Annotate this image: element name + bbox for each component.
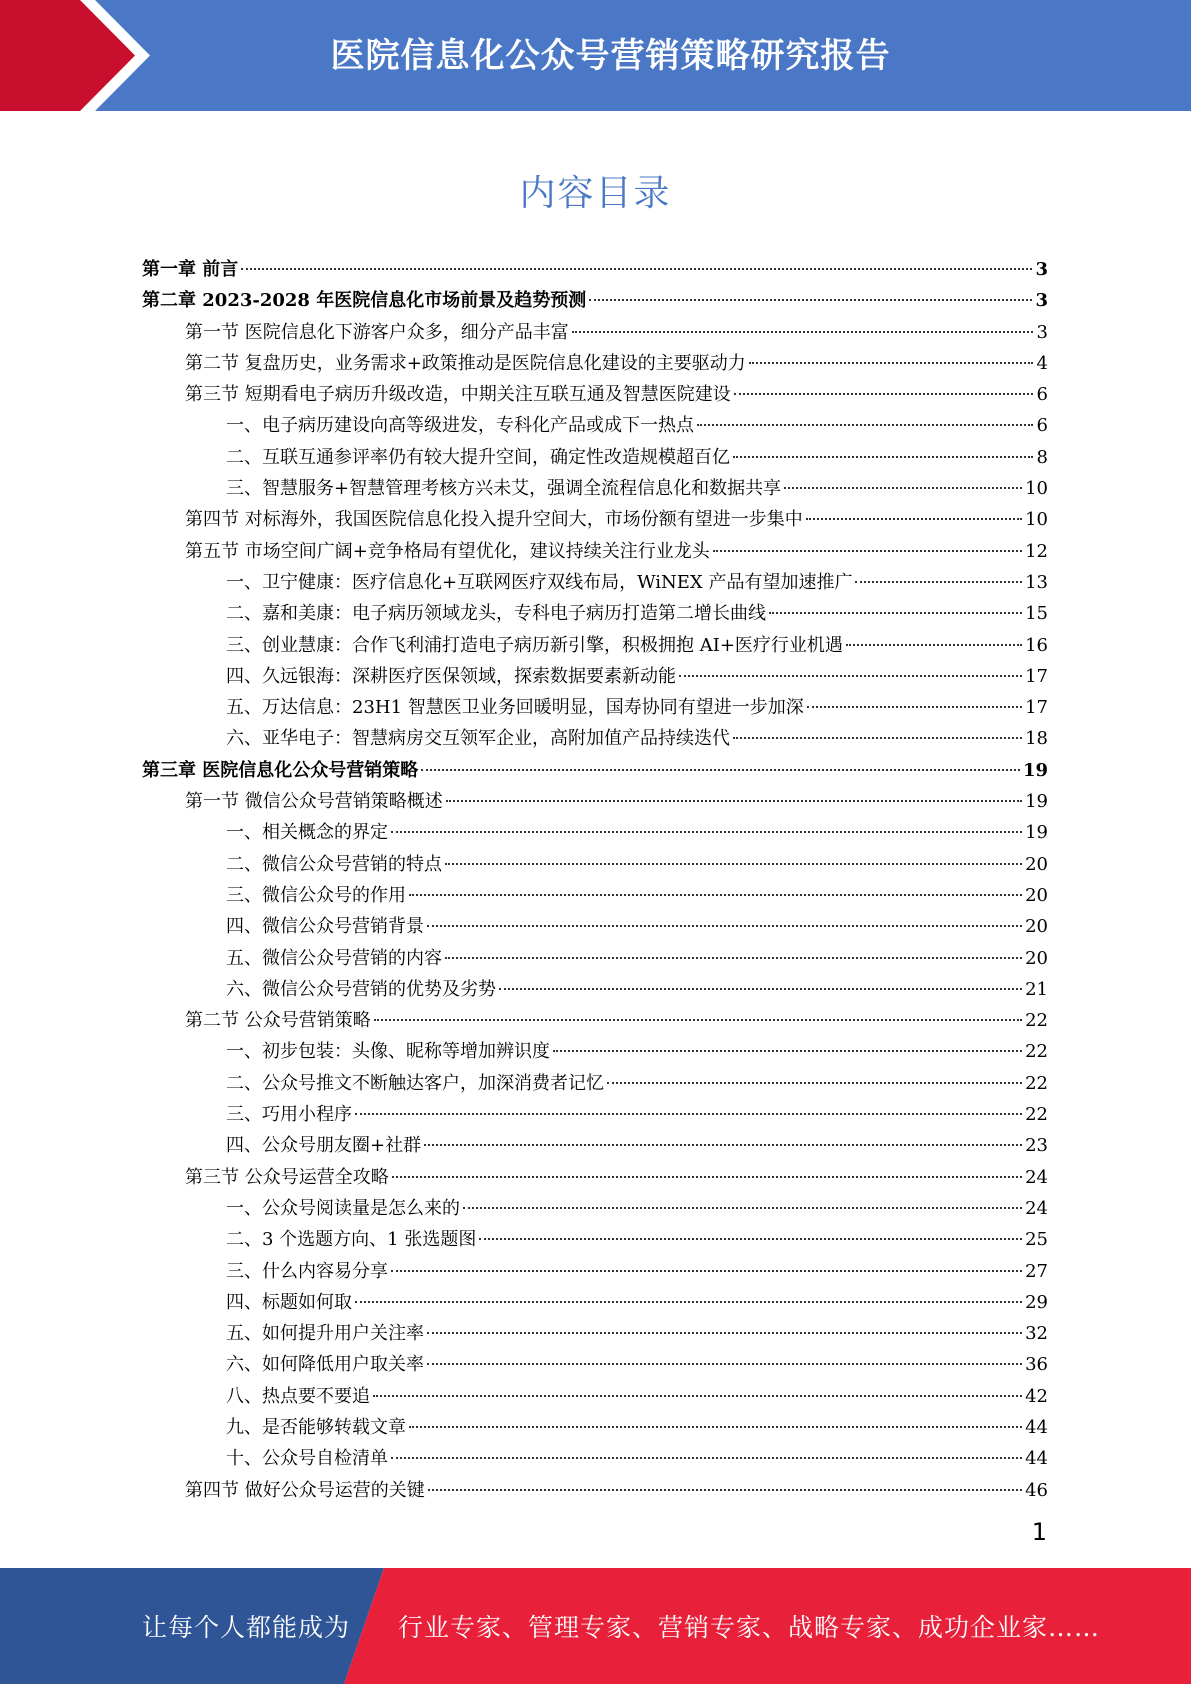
toc-page-number: 17 [1025, 665, 1048, 687]
toc-page-number: 3 [1036, 321, 1048, 343]
toc-page-number: 6 [1036, 384, 1048, 406]
toc-entry-label: 六、微信公众号营销的优势及劣势 [226, 978, 496, 1000]
toc-subsection-entry[interactable] [142, 943, 1048, 974]
toc-subsection-entry[interactable] [142, 974, 1048, 1005]
toc-leader-dots [409, 894, 1022, 896]
toc-section-entry[interactable] [142, 504, 1048, 535]
toc-page-number: 22 [1025, 1072, 1048, 1094]
toc-entry-label: 二、互联互通参评率仍有较大提升空间，确定性改造规模超百亿 [226, 446, 730, 468]
toc-page-number: 22 [1025, 1041, 1048, 1063]
toc-leader-dots [846, 644, 1022, 646]
report-header [0, 0, 1191, 111]
toc-entry-label: 二、公众号推文不断触达客户，加深消费者记忆 [226, 1072, 604, 1094]
footer-slogan-left: 让每个人都能成为 [142, 1613, 351, 1642]
toc-leader-dots [697, 424, 1033, 426]
toc-page-number: 42 [1025, 1385, 1048, 1407]
toc-page-number: 3 [1035, 259, 1048, 280]
toc-subsection-entry[interactable] [142, 1099, 1048, 1130]
toc-section-entry[interactable] [142, 317, 1048, 348]
toc-leader-dots [446, 800, 1022, 802]
toc-page-number: 13 [1025, 571, 1048, 593]
toc-section-entry[interactable] [142, 1162, 1048, 1193]
toc-subsection-entry[interactable] [142, 442, 1048, 473]
toc-page-number: 44 [1025, 1416, 1048, 1438]
toc-subsection-entry[interactable] [142, 849, 1048, 880]
toc-entry-label: 第一节 医院信息化下游客户众多，细分产品丰富 [185, 321, 569, 343]
toc-entry-label: 四、标题如何取 [226, 1291, 352, 1313]
toc-leader-dots [409, 1426, 1022, 1428]
toc-entry-label: 第二节 公众号营销策略 [185, 1010, 371, 1032]
header-chevron-icon [0, 0, 160, 111]
toc-subsection-entry[interactable] [142, 598, 1048, 629]
toc-entry-label: 八、热点要不要追 [226, 1385, 370, 1407]
toc-entry-label: 一、卫宁健康：医疗信息化+互联网医疗双线布局，WiNEX 产品有望加速推广 [226, 571, 853, 593]
toc-entry-label: 三、创业慧康：合作飞利浦打造电子病历新引擎，积极拥抱 AI+医疗行业机遇 [226, 634, 843, 656]
toc-page-number: 21 [1025, 978, 1048, 1000]
toc-entry-label: 二、3 个选题方向、1 张选题图 [226, 1229, 477, 1251]
toc-subsection-entry[interactable] [142, 1256, 1048, 1287]
toc-leader-dots [427, 925, 1022, 927]
toc-section-entry[interactable] [142, 1005, 1048, 1036]
toc-entry-label: 第三章 医院信息化公众号营销策略 [142, 759, 419, 781]
toc-leader-dots [499, 988, 1022, 990]
toc-page-number: 22 [1025, 1010, 1048, 1032]
toc-entry-label: 第三节 公众号运营全攻略 [185, 1166, 389, 1188]
toc-subsection-entry[interactable] [142, 1349, 1048, 1380]
toc-subsection-entry[interactable] [142, 1193, 1048, 1224]
toc-subsection-entry[interactable] [142, 567, 1048, 598]
toc-page-number: 29 [1025, 1291, 1048, 1313]
toc-leader-dots [806, 518, 1022, 520]
toc-leader-dots [427, 1363, 1022, 1365]
toc-leader-dots [421, 769, 1020, 771]
toc-page-number: 6 [1036, 415, 1048, 437]
toc-section-entry[interactable] [142, 348, 1048, 379]
toc-entry-label: 一、初步包装：头像、昵称等增加辨识度 [226, 1041, 550, 1063]
toc-page-number: 16 [1025, 634, 1048, 656]
toc-leader-dots [355, 1113, 1022, 1115]
toc-leader-dots [391, 1457, 1022, 1459]
toc-leader-dots [807, 706, 1022, 708]
toc-leader-dots [445, 957, 1022, 959]
toc-page-number: 19 [1025, 822, 1048, 844]
footer-slogan-right: 行业专家、管理专家、营销专家、战略专家、成功企业家…… [398, 1613, 1101, 1642]
toc-leader-dots [427, 1332, 1022, 1334]
toc-subsection-entry[interactable] [142, 1443, 1048, 1474]
toc-page-number: 44 [1025, 1448, 1048, 1470]
toc-entry-label: 第一章 前言 [142, 259, 239, 280]
toc-leader-dots [679, 675, 1022, 677]
toc-leader-dots [391, 1270, 1022, 1272]
toc-chapter-entry[interactable] [142, 755, 1048, 786]
toc-leader-dots [553, 1050, 1022, 1052]
toc-page-number: 20 [1025, 947, 1048, 969]
toc-subsection-entry[interactable] [142, 1287, 1048, 1318]
toc-entry-label: 第二章 2023-2028 年医院信息化市场前景及趋势预测 [142, 290, 587, 312]
toc-chapter-entry[interactable] [142, 254, 1048, 285]
toc-subsection-entry[interactable] [142, 661, 1048, 692]
toc-page-number: 8 [1036, 446, 1048, 468]
toc-page-number: 20 [1025, 884, 1048, 906]
toc-leader-dots [855, 581, 1022, 583]
toc-page-number: 10 [1025, 509, 1048, 531]
toc-page-number: 19 [1022, 759, 1048, 781]
toc-section-entry[interactable] [142, 1475, 1048, 1506]
toc-heading: 内容目录 [519, 173, 672, 214]
toc-page-number: 4 [1036, 352, 1048, 374]
toc-page-number: 15 [1025, 603, 1048, 625]
table-of-contents [142, 254, 1048, 1506]
toc-subsection-entry[interactable] [142, 692, 1048, 723]
toc-entry-label: 一、公众号阅读量是怎么来的 [226, 1197, 460, 1219]
toc-page-number: 10 [1025, 478, 1048, 500]
toc-entry-label: 第五节 市场空间广阔+竞争格局有望优化，建议持续关注行业龙头 [185, 540, 710, 562]
toc-subsection-entry[interactable] [142, 817, 1048, 848]
toc-entry-label: 四、公众号朋友圈+社群 [226, 1135, 422, 1157]
toc-page-number: 12 [1025, 540, 1048, 562]
toc-entry-label: 五、微信公众号营销的内容 [226, 947, 442, 969]
toc-page-number: 19 [1025, 791, 1048, 813]
toc-subsection-entry[interactable] [142, 1412, 1048, 1443]
toc-leader-dots [392, 1176, 1022, 1178]
toc-entry-label: 三、什么内容易分享 [226, 1260, 388, 1282]
toc-page-number: 36 [1025, 1354, 1048, 1376]
toc-page-number: 22 [1025, 1104, 1048, 1126]
toc-leader-dots [769, 612, 1022, 614]
toc-leader-dots [241, 268, 1032, 270]
toc-subsection-entry[interactable] [142, 880, 1048, 911]
toc-entry-label: 五、万达信息：23H1 智慧医卫业务回暖明显，国寿协同有望进一步加深 [226, 697, 804, 719]
toc-leader-dots [733, 456, 1033, 458]
toc-page-number: 24 [1025, 1166, 1048, 1188]
toc-leader-dots [734, 393, 1033, 395]
toc-subsection-entry[interactable] [142, 1068, 1048, 1099]
report-title: 医院信息化公众号营销策略研究报告 [330, 36, 891, 76]
toc-page-number: 20 [1025, 916, 1048, 938]
toc-subsection-entry[interactable] [142, 1036, 1048, 1067]
toc-entry-label: 四、微信公众号营销背景 [226, 916, 424, 938]
toc-leader-dots [607, 1082, 1022, 1084]
toc-subsection-entry[interactable] [142, 1318, 1048, 1349]
toc-page-number: 23 [1025, 1135, 1048, 1157]
toc-leader-dots [572, 331, 1033, 333]
page-number: 1 [1031, 1518, 1047, 1546]
toc-page-number: 18 [1025, 728, 1048, 750]
footer-banner [0, 1568, 1191, 1684]
toc-leader-dots [463, 1207, 1022, 1209]
toc-page-number: 24 [1025, 1197, 1048, 1219]
toc-entry-label: 第二节 复盘历史，业务需求+政策推动是医院信息化建设的主要驱动力 [185, 352, 746, 374]
toc-subsection-entry[interactable] [142, 473, 1048, 504]
toc-leader-dots [713, 550, 1022, 552]
toc-leader-dots [589, 299, 1032, 301]
toc-entry-label: 三、智慧服务+智慧管理考核方兴未艾，强调全流程信息化和数据共享 [226, 478, 782, 500]
toc-page-number: 3 [1035, 290, 1048, 312]
toc-leader-dots [445, 863, 1022, 865]
toc-entry-label: 二、微信公众号营销的特点 [226, 853, 442, 875]
toc-entry-label: 第三节 短期看电子病历升级改造，中期关注互联互通及智慧医院建设 [185, 384, 731, 406]
toc-leader-dots [424, 1144, 1022, 1146]
toc-leader-dots [784, 487, 1022, 489]
toc-leader-dots [355, 1301, 1022, 1303]
toc-entry-label: 十、公众号自检清单 [226, 1448, 388, 1470]
toc-section-entry[interactable] [142, 379, 1048, 410]
toc-chapter-entry[interactable] [142, 285, 1048, 316]
toc-page-number: 20 [1025, 853, 1048, 875]
toc-entry-label: 六、如何降低用户取关率 [226, 1354, 424, 1376]
toc-page-number: 32 [1025, 1323, 1048, 1345]
toc-section-entry[interactable] [142, 786, 1048, 817]
toc-section-entry[interactable] [142, 536, 1048, 567]
toc-leader-dots [733, 737, 1022, 739]
toc-leader-dots [374, 1019, 1022, 1021]
toc-page-number: 27 [1025, 1260, 1048, 1282]
toc-entry-label: 三、微信公众号的作用 [226, 884, 406, 906]
toc-subsection-entry[interactable] [142, 1224, 1048, 1255]
toc-page-number: 17 [1025, 697, 1048, 719]
toc-page-number: 25 [1025, 1229, 1048, 1251]
toc-leader-dots [479, 1238, 1022, 1240]
toc-entry-label: 一、电子病历建设向高等级进发，专科化产品或成下一热点 [226, 415, 694, 437]
toc-entry-label: 四、久远银海：深耕医疗医保领域，探索数据要素新动能 [226, 665, 676, 687]
toc-entry-label: 五、如何提升用户关注率 [226, 1323, 424, 1345]
toc-leader-dots [428, 1489, 1022, 1491]
toc-leader-dots [391, 831, 1022, 833]
toc-leader-dots [749, 362, 1033, 364]
toc-entry-label: 三、巧用小程序 [226, 1104, 352, 1126]
toc-subsection-entry[interactable] [142, 1381, 1048, 1412]
toc-entry-label: 第四节 对标海外，我国医院信息化投入提升空间大，市场份额有望进一步集中 [185, 509, 803, 531]
toc-subsection-entry[interactable] [142, 1130, 1048, 1161]
toc-subsection-entry[interactable] [142, 410, 1048, 441]
toc-leader-dots [373, 1395, 1022, 1397]
toc-subsection-entry[interactable] [142, 723, 1048, 754]
toc-entry-label: 一、相关概念的界定 [226, 822, 388, 844]
toc-subsection-entry[interactable] [142, 630, 1048, 661]
toc-subsection-entry[interactable] [142, 911, 1048, 942]
toc-entry-label: 二、嘉和美康：电子病历领域龙头，专科电子病历打造第二增长曲线 [226, 603, 766, 625]
toc-page-number: 46 [1025, 1479, 1048, 1501]
toc-entry-label: 六、亚华电子：智慧病房交互领军企业，高附加值产品持续迭代 [226, 728, 730, 750]
toc-entry-label: 第四节 做好公众号运营的关键 [185, 1479, 425, 1501]
toc-entry-label: 第一节 微信公众号营销策略概述 [185, 791, 443, 813]
toc-entry-label: 九、是否能够转载文章 [226, 1416, 406, 1438]
